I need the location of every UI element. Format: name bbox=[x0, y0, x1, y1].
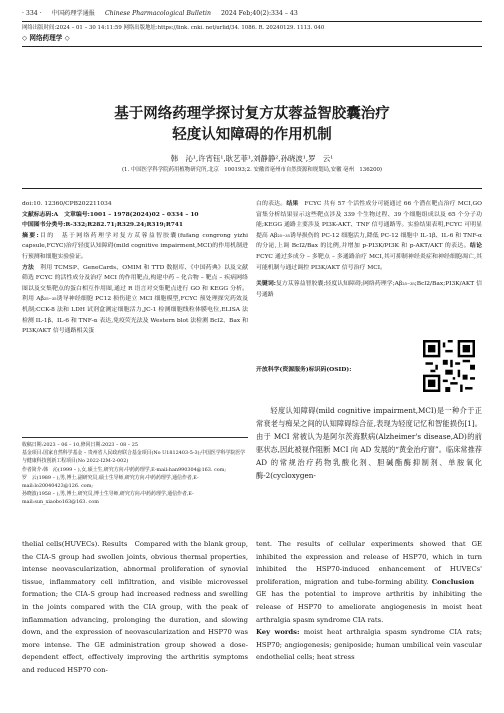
methods-text: 利用 TCMSP、GeneCards、OMIM 和 TTD 数据库、《中国药典》以及文献筛选 FCYC 的活性成分及治疗 MCI 的作用靶点,构建中药 – 化合物 – 靶点 – 疾病网络图以及交集靶点的蛋白相互作用图,通过 R 语言对交集靶点进行 GO 和 KEGG 分析。利用 Aβ₂₅₋₃₅诱导神经细胞 PC12 损伤建立 MCI 细胞模型,FCYC 预处理探究药效及机制;CCK-8 法和 LDH 试剂盒测定细胞活力,JC-1 检测细胞线粒体膜电位,ELISA 法检测 IL-1β、IL-6 和 TNF-α 表达,免疫荧光法及 Western blot 法检测 Bcl2、Bax 和 PI3K/AKT 信号通路相关蛋 bbox=[22, 264, 248, 335]
abstract-objective: 目的 基于网络药理学对复方苁蓉益智胶囊(fufang congrong yizhi capsule,FCYC)治疗轻度认知障碍(mild cognitive impairment,MCI)的作用机制进行预测和细胞实验验证。 bbox=[22, 232, 248, 260]
conclusion-label: 结论 bbox=[469, 242, 482, 250]
online-url[interactable]: 网络出版地址:https://link. cnki. net/urlid/34. 1086. R. 20240129. 1113. 040 bbox=[123, 25, 325, 31]
running-header bbox=[22, 8, 482, 20]
keywords-text: 复方苁蓉益智胶囊;轻度认知障碍;网络药理学;Aβ₂₅₋₃₅;Bcl2/Bax;PI3K/AKT 信号通路 bbox=[256, 281, 482, 298]
introduction-paragraph bbox=[256, 404, 482, 482]
journal-issue: 2024 Feb;40(2):334 – 43 bbox=[220, 10, 298, 17]
conclusion-text: FCYC 通过多成分 – 多靶点 – 多通路治疗 MCI,其可抑制神经炎症和神经细胞凋亡,其可能机制与通过调控 PI3K/AKT 信号治疗 MCI。 bbox=[256, 253, 482, 271]
qr-code-icon[interactable] bbox=[423, 340, 475, 392]
section-rule bbox=[22, 46, 482, 47]
english-text-right bbox=[256, 538, 482, 664]
english-conclusion-paragraph bbox=[256, 538, 482, 626]
footnote-block bbox=[22, 441, 248, 507]
abstract-cn-right bbox=[256, 199, 482, 300]
english-keywords bbox=[256, 626, 482, 664]
journal-name-en: Chinese Pharmacological Bulletin bbox=[104, 10, 211, 17]
english-keywords-text: moist heat arthralgia spasm syndrome CIA rats; HSP70; angiogenesis; geniposide; human umbilical vein vascular endothelial cells; heat stress bbox=[256, 628, 483, 662]
english-conclusion-label: Conclusion bbox=[431, 577, 475, 586]
title-rule bbox=[22, 188, 482, 189]
title-line-1: 基于网络药理学探讨复方苁蓉益智胶囊治疗 bbox=[114, 106, 390, 122]
article-title bbox=[22, 104, 482, 146]
english-keywords-label: Key words: bbox=[256, 628, 300, 637]
journal-name-cn: 中国药理学通报 bbox=[51, 10, 95, 17]
english-results: thelial cells(HUVECs). Results Compared with the blank group, the CIA-S group had swollen joints, obvious thermal properties, intense neovascularization, abnormal proliferation of synovial tissue, inflammatory cell infiltration, and visible microvessel formation; the CIA-S group had increased redness and swelling in the joints compared with the CIA group, with the peak of inflammation advancing, prolonging the duration, and slowing down, and the expression of neovascularization and HSP70 was more intense. The GE administration group showed a dose-dependent effect, effectively improving the arthritis symptoms and reduced HSP70 con- bbox=[22, 540, 248, 674]
abstract-label: 摘要: bbox=[22, 231, 39, 239]
classification-number: 中国图书分类号:R-332;R282.71;R329.24;R319;R741 bbox=[22, 221, 184, 229]
author-list: 韩 沁¹,许宵钰¹,耿艺菲¹,刘静静²,孙晓波¹,罗 云¹ bbox=[170, 154, 334, 163]
keywords-paragraph bbox=[256, 279, 482, 300]
doi[interactable]: doi:10. 12360/CPB202211034 bbox=[22, 201, 112, 207]
fund-paragraph bbox=[22, 449, 248, 465]
footnote-rule bbox=[22, 437, 248, 438]
introduction-text: 轻度认知障碍(mild cognitive impairment,MCI)是一种介于正常衰老与痴呆之间的认知障碍综合征,表现为轻度记忆和智能损伤[1]。由于 MCI 常被认为是阿尔茨海默病(Alzheimer's disease,AD)的前驱状态,因此被视作阻断 MCI 向 AD 发展的“黄金治疗窗”。临床常推荐 AD 的常规治疗药物乳酸化剂、胆碱酯酶抑制剂、单胺氧化酶-2(cycloxygen- bbox=[256, 406, 482, 480]
document-meta: 文献标志码:A 文章编号:1001 – 1978(2024)02 – 0334 – 10 bbox=[22, 210, 199, 218]
methods-label: 方法 bbox=[22, 263, 35, 271]
publication-info bbox=[22, 24, 324, 33]
header-rule bbox=[22, 21, 482, 22]
osid-block bbox=[256, 340, 482, 400]
english-results-cont: tent. The results of cellular experiments showed that GE inhibited the expression and release of HSP70, which in turn inhibited the HSP70-induced enhancement of HUVECs' proliferation, migration and tube-forming ability. bbox=[256, 540, 482, 586]
page-number: · 334 · bbox=[22, 10, 42, 17]
received-date: 收稿日期:2023 – 06 – 10,修回日期:2023 – 08 – 25 bbox=[22, 442, 138, 448]
english-text-left bbox=[22, 538, 248, 677]
title-line-2: 轻度认知障碍的作用机制 bbox=[172, 127, 332, 143]
author-intro-label: 作者简介: bbox=[22, 466, 44, 473]
affiliation: (1. 中国医学科学院药用植物研究所,北京 100193;2. 安徽省亳州市自然资源和规划局,安徽 亳州 136200) bbox=[121, 167, 383, 173]
author-bio-2: 罗 云(1989 – ),男,博士,副研究员,硕士生导师,研究方向:中药药理学,通信作者,E-mail:lo20040423@126. com; bbox=[22, 474, 199, 490]
abstract-cont-text: 白的表达。 bbox=[256, 201, 287, 207]
results-label: 结果 bbox=[286, 200, 299, 207]
osid-label: 开放科学(资源服务)标识码(OSID): bbox=[256, 366, 352, 373]
fund-text: 国家自然科学基金 – 贵州省人民政府联合基金项目(No U1812403-5-3);中国医学科学院医学与健康科技创新工程项目(No 2022-I2M-2-002) bbox=[22, 450, 246, 465]
results-text: FCYC 共有 57 个活性成分可能通过 66 个潜在靶点治疗 MCI,GO 富集分析结果显示这些靶点涉及 339 个生物过程、39 个细胞组成以及 65 个分子功能;KEGG 通路主要涉及 PI3K-AKT、TNF 信号通路等。实验结果表明,FCYC 可明显提高 Aβ₂₅₋₃₅诱导损伤的 PC-12 细胞活力,降低 PC-12 细胞中 IL-1β、IL-6 和 TNF-α 的分泌,上调 Bcl2/Bax 的比例,并增加 p-PI3K/PI3K 和 p-AKT/AKT 的表达。 bbox=[256, 201, 483, 250]
methods-paragraph bbox=[22, 263, 248, 337]
abstract-continued bbox=[256, 199, 482, 273]
keywords-label: 关键词: bbox=[256, 280, 276, 288]
author-bio-3: 孙晓波(1958 – ),男,博士,研究员,博士生导师,研究方向:中药药理学,通信作者,E-mail:sun_xiaobo163@163. com bbox=[22, 491, 194, 506]
english-conclusion-text: GE has the potential to improve arthritis by inhibiting the release of HSP70 to ameliorate angiogenesis in moist heat arthralgia spasm syndrome CIA rats. bbox=[256, 577, 482, 624]
online-time: 网络出版时间:2024 – 01 – 30 14:11:59 bbox=[22, 25, 122, 31]
section-tag: ◇ 网络药理学 ◇ bbox=[22, 34, 70, 42]
author-bio-1: 韩 沁(1999 – ),女,硕士生,研究方向:中药药理学,E-mail:han990304@163. com; bbox=[43, 466, 226, 473]
abstract-paragraph bbox=[22, 231, 248, 263]
abstract-cn-left bbox=[22, 199, 248, 337]
fund-label: 基金项目: bbox=[22, 450, 44, 457]
author-intro bbox=[22, 466, 248, 474]
